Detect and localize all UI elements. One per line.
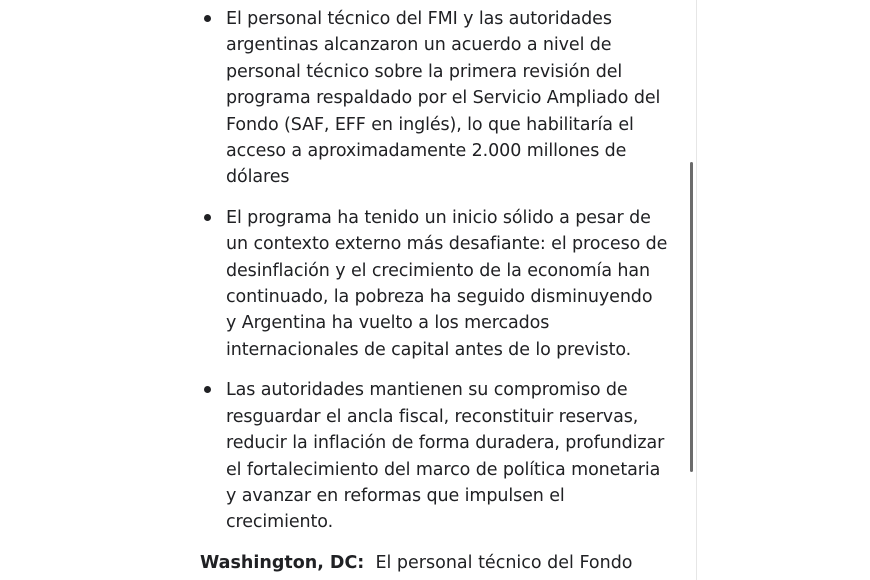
bullet-line: El personal técnico del FMI y las autoridades xyxy=(226,9,612,29)
bullet-item-3 xyxy=(200,377,700,535)
bullet-line: argentinas alcanzaron un acuerdo a nivel de xyxy=(226,35,612,56)
dateline-text: El personal técnico del Fondo xyxy=(375,552,633,573)
bullet-line: reducir la inflación de forma duradera, profundizar xyxy=(226,433,665,454)
bullet-line: el fortalecimiento del marco de política monetaria xyxy=(226,459,661,480)
bullet-item-1 xyxy=(200,6,700,191)
bullet-line: personal técnico sobre la primera revisión del xyxy=(226,61,623,82)
left-margin xyxy=(0,0,178,580)
bullet-line: Las autoridades mantienen su compromiso de xyxy=(226,380,628,401)
bullet-line: y Argentina ha vuelto a los mercados xyxy=(226,313,550,334)
bullet-line: acceso a aproximadamente 2.000 millones de xyxy=(226,141,627,162)
bullet-dot-icon xyxy=(204,386,211,393)
key-points-list xyxy=(200,6,700,536)
bullet-line: resguardar el ancla fiscal, reconstituir reservas, xyxy=(226,406,639,427)
bullet-line: crecimiento. xyxy=(226,512,334,533)
bullet-line: desinflación y el crecimiento de la economía han xyxy=(226,260,651,281)
article-body xyxy=(200,6,700,576)
bullet-line: Fondo (SAF, EFF en inglés), lo que habilitaría el xyxy=(226,114,634,135)
bullet-line: un contexto externo más desafiante: el proceso de xyxy=(226,234,668,255)
bullet-line: programa respaldado por el Servicio Ampliado del xyxy=(226,88,661,109)
bullet-item-2 xyxy=(200,205,700,363)
bullet-line: dólares xyxy=(226,167,290,188)
press-release-dateline xyxy=(200,550,700,576)
bullet-line: continuado, la pobreza ha seguido disminuyendo xyxy=(226,287,653,308)
dateline-location: Washington, DC: xyxy=(200,552,365,573)
bullet-line: El programa ha tenido un inicio sólido a pesar de xyxy=(226,207,651,228)
bullet-line: internacionales de capital antes de lo previsto. xyxy=(226,339,632,360)
bullet-line: y avanzar en reformas que impulsen el xyxy=(226,485,565,506)
bullet-dot-icon xyxy=(204,214,211,221)
vertical-scrollbar[interactable] xyxy=(690,162,693,472)
bullet-dot-icon xyxy=(204,15,211,22)
